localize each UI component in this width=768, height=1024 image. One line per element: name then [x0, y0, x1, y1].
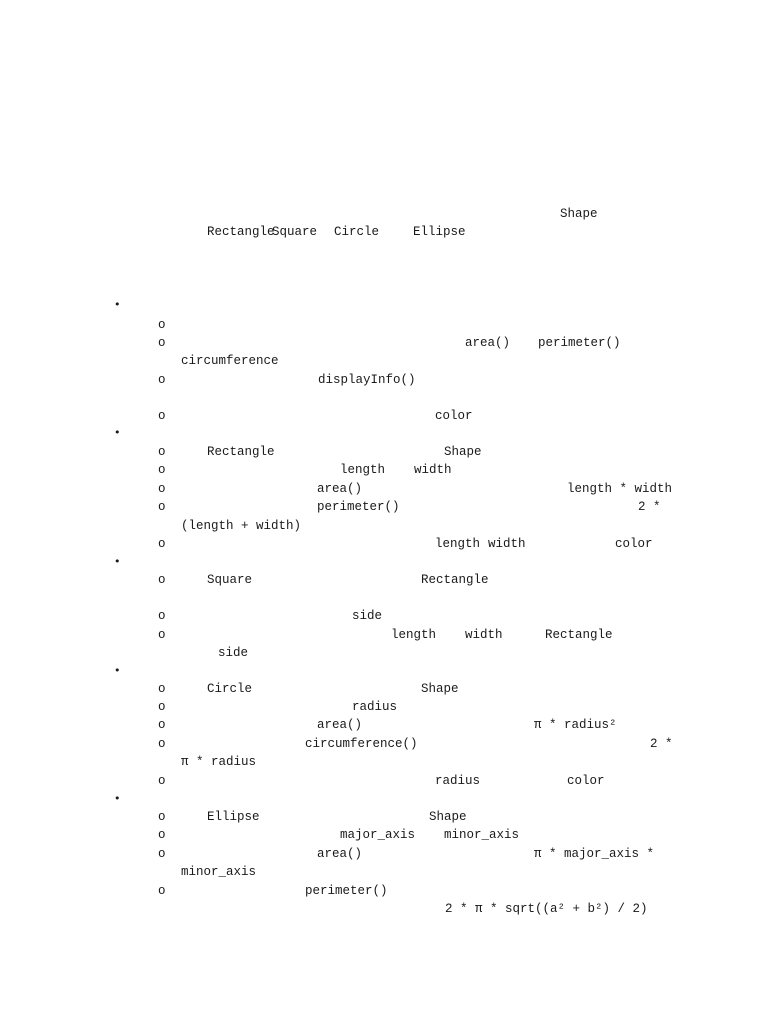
s3-rectangle: Rectangle [421, 573, 489, 587]
s5-major-axis: major_axis [340, 828, 416, 842]
s2-rectangle: Rectangle [207, 445, 275, 459]
s4-circle: Circle [207, 682, 253, 696]
s5-minor-axis: minor_axis [444, 828, 520, 842]
bullet-marker: • [114, 555, 121, 568]
s4-radius-2: radius [435, 774, 481, 788]
bullet-marker: • [114, 792, 121, 805]
s2-area-formula: length * width [567, 482, 673, 496]
s3-rectangle-2: Rectangle [545, 628, 613, 642]
s2-length: length [340, 463, 386, 477]
sub-marker: o [158, 774, 166, 788]
s2-shape: Shape [444, 445, 482, 459]
s5-shape: Shape [429, 810, 467, 824]
s4-area: area() [317, 718, 363, 732]
intro-ellipse: Ellipse [413, 225, 466, 239]
bullet-marker: • [114, 426, 121, 439]
s2-color: color [615, 537, 653, 551]
s4-shape: Shape [421, 682, 459, 696]
intro-circle: Circle [334, 225, 380, 239]
sub-marker: o [158, 482, 166, 496]
s5-perimeter: perimeter() [305, 884, 388, 898]
s5-ellipse: Ellipse [207, 810, 260, 824]
s1-area: area() [465, 336, 511, 350]
intro-shape: Shape [560, 207, 598, 221]
s1-color: color [435, 409, 473, 423]
sub-marker: o [158, 336, 166, 350]
intro-square: Square [272, 225, 318, 239]
intro-rectangle: Rectangle [207, 225, 275, 239]
bullet-marker: • [114, 664, 121, 677]
s4-radius: radius [352, 700, 398, 714]
sub-marker: o [158, 700, 166, 714]
s3-side-2: side [218, 646, 249, 660]
s4-area-formula: π * radius² [534, 718, 617, 732]
s2-area: area() [317, 482, 363, 496]
s4-circ-formula-b: π * radius [181, 755, 257, 769]
sub-marker: o [158, 737, 166, 751]
s2-perimeter-formula-a: 2 * [638, 500, 661, 514]
sub-marker: o [158, 373, 166, 387]
sub-marker: o [158, 537, 166, 551]
sub-marker: o [158, 463, 166, 477]
sub-marker: o [158, 847, 166, 861]
sub-marker: o [158, 409, 166, 423]
sub-marker: o [158, 445, 166, 459]
sub-marker: o [158, 810, 166, 824]
s2-length-2: length [435, 537, 481, 551]
sub-marker: o [158, 718, 166, 732]
sub-marker: o [158, 573, 166, 587]
s2-perimeter-formula-b: (length + width) [181, 519, 302, 533]
s4-color: color [567, 774, 605, 788]
sub-marker: o [158, 609, 166, 623]
s2-width: width [414, 463, 452, 477]
s5-area-formula-b: minor_axis [181, 865, 257, 879]
s5-area-formula-a: π * major_axis * [534, 847, 655, 861]
bullet-marker: • [114, 298, 121, 311]
s2-perimeter: perimeter() [317, 500, 400, 514]
s1-display: displayInfo() [318, 373, 416, 387]
s3-side: side [352, 609, 383, 623]
sub-marker: o [158, 884, 166, 898]
s2-width-2: width [488, 537, 526, 551]
s3-width: width [465, 628, 503, 642]
sub-marker: o [158, 682, 166, 696]
s5-perimeter-formula: 2 * π * sqrt((a² + b²) / 2) [445, 902, 648, 916]
s5-area: area() [317, 847, 363, 861]
sub-marker: o [158, 828, 166, 842]
s4-circ-formula-a: 2 * [650, 737, 673, 751]
s3-length: length [391, 628, 437, 642]
s1-perimeter: perimeter() [538, 336, 621, 350]
sub-marker: o [158, 500, 166, 514]
sub-marker: o [158, 318, 166, 332]
s4-circumference: circumference() [305, 737, 418, 751]
s1-circumference: circumference [181, 354, 279, 368]
s3-square: Square [207, 573, 253, 587]
sub-marker: o [158, 628, 166, 642]
